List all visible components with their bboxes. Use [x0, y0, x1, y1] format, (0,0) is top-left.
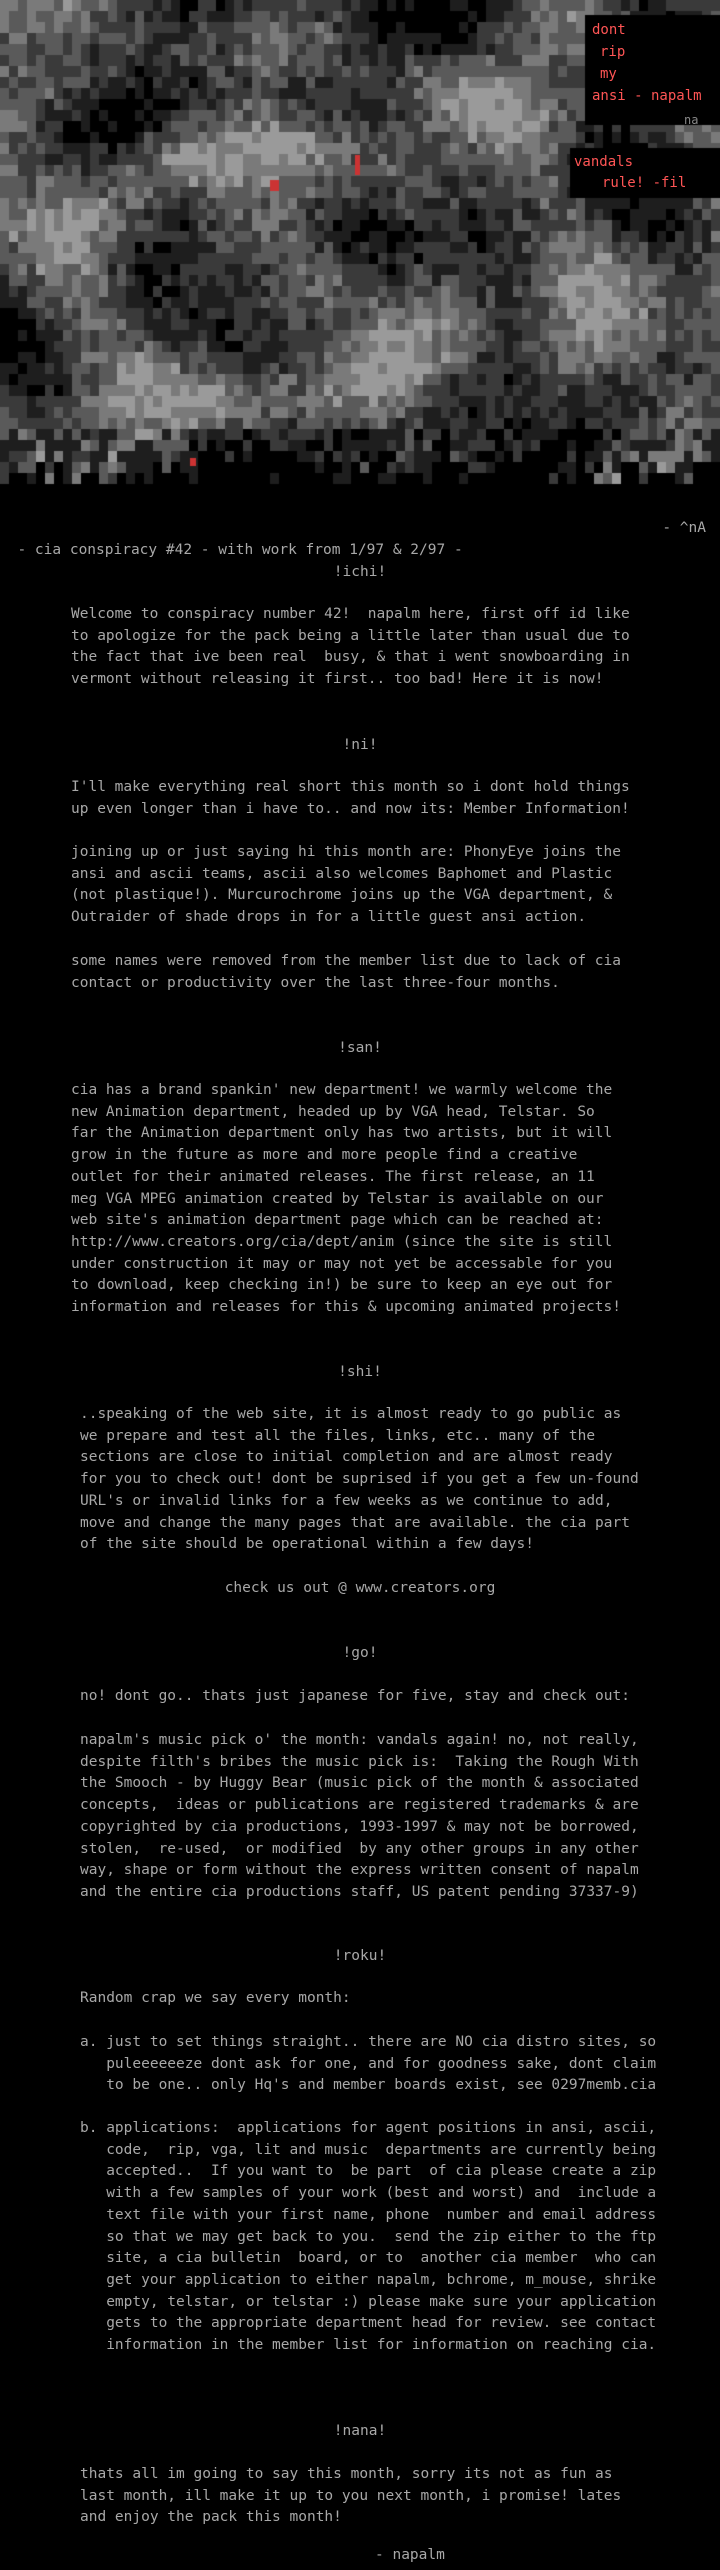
section-paragraph: I'll make everything real short this month so i dont hold things up even longer than i have to.. and now its: Member Information!	[71, 779, 630, 817]
art-tag-line: rip	[600, 44, 626, 60]
section-paragraph: joining up or just saying hi this month are: PhonyEye joins the ansi and ascii teams, ascii also welcomes Baphomet and Plastic (not plastique!). Murcurochrome joins up the VGA department, & Outraider of shade drops in for a little guest ansi action.	[71, 844, 621, 926]
section-title-san: !san!	[338, 1040, 382, 1056]
section-title-go: !go!	[342, 1645, 378, 1661]
pack-banner	[0, 517, 720, 558]
section-paragraph: ..speaking of the web site, it is almost ready to go public as we prepare and test all the files, links, etc.. many of the sections are close to initial completion and are almost ready for you to check out! dont be suprised if you get a few un-found URL's or invalid links for a few weeks as we continue to add, move and change the many pages that are available. the cia part of the site should be operational within a few days!	[80, 1406, 639, 1553]
banner-right: - ^nA	[662, 520, 706, 536]
art-tag-line: ansi - napalm	[592, 88, 702, 104]
vandals-tag-line: vandals	[574, 154, 634, 170]
section-title-ichi: !ichi!	[333, 564, 387, 580]
vandals-tag-line: rule! -fil	[602, 175, 687, 191]
section-paragraph: Random crap we say every month:	[80, 1990, 351, 2006]
section-paragraph: some names were removed from the member list due to lack of cia contact or productivity over the last three-four months.	[71, 953, 621, 991]
section-paragraph: napalm's music pick o' the month: vandals again! no, not really, despite filth's bribes the music pick is: Taking the Rough With the Smooch - by Huggy Bear (music pick of the month & associated concepts, ideas or publications are registered trademarks & are copyrighted by cia productions, 1993-1997 & may not be borrowed, stolen, re-used, or modified by any other groups in any other way, shape or form without the express written consent of napalm and the entire cia productions staff, US patent pending 37337-9)	[80, 1732, 639, 1900]
section-paragraph: cia has a brand spankin' new department! we warmly welcome the new Animation department, headed up by VGA head, Telstar. So far the Animation department only has two artists, but it will grow in the future as more and more people find a creative outlet for their animated releases. The first release, an 11 meg VGA MPEG animation created by Telstar is available on our web site's animation department page which can be reached at: http://www.creators.org/cia/dept/anim (since the site is still under construction it may or may not yet be accessable for you to download, keep checking in!) be sure to keep an eye out for information and releases for this & upcoming animated projects!	[71, 1082, 621, 1316]
section-list-item: b. applications: applications for agent positions in ansi, ascii, code, rip, vga, lit and music departments are currently being accepted.. If you want to be part of cia please create a zip with a few samples of your work (best and worst) and include a text file with your first name, phone number and email address so that we may get back to you. send the zip either to the ftp site, a cia bulletin board, or to another cia member who can get your application to either napalm, bchrome, m_mouse, shrike empty, telstar, or telstar :) please make sure your application gets to the appropriate department head for review. see contact information in the member list for information on reaching cia.	[80, 2120, 657, 2354]
art-tag-line: dont	[592, 22, 626, 38]
banner-left: - cia conspiracy #42 - with work from 1/97 & 2/97 -	[17, 542, 463, 558]
art-tag-small: na	[684, 113, 699, 127]
section-title-shi: !shi!	[338, 1364, 382, 1380]
section-paragraph: Welcome to conspiracy number 42! napalm here, first off id like to apologize for the pack being a little later than usual due to the fact that ive been real busy, & that i went snowboarding in vermont without releasing it first.. too bad! Here it is now!	[71, 606, 630, 688]
section-title-roku: !roku!	[333, 1948, 387, 1964]
section-paragraph: thats all im going to say this month, sorry its not as fun as last month, ill make it up to you next month, i promise! lates and enjoy the pack this month!	[80, 2466, 622, 2526]
section-title-ni: !ni!	[342, 737, 378, 753]
section-title-nana: !nana!	[333, 2423, 387, 2439]
signature: - napalm	[375, 2547, 445, 2563]
website-callout: check us out @ www.creators.org	[224, 1580, 496, 1596]
art-tag-line: my	[600, 66, 617, 82]
ansi-art-header	[0, 0, 720, 495]
section-paragraph: no! dont go.. thats just japanese for five, stay and check out:	[80, 1688, 630, 1704]
section-list-item: a. just to set things straight.. there are NO cia distro sites, so puleeeeeeze dont ask for one, and for goodness sake, dont claim to be one.. only Hq's and member boards exist, see 0297memb.cia	[80, 2034, 657, 2094]
